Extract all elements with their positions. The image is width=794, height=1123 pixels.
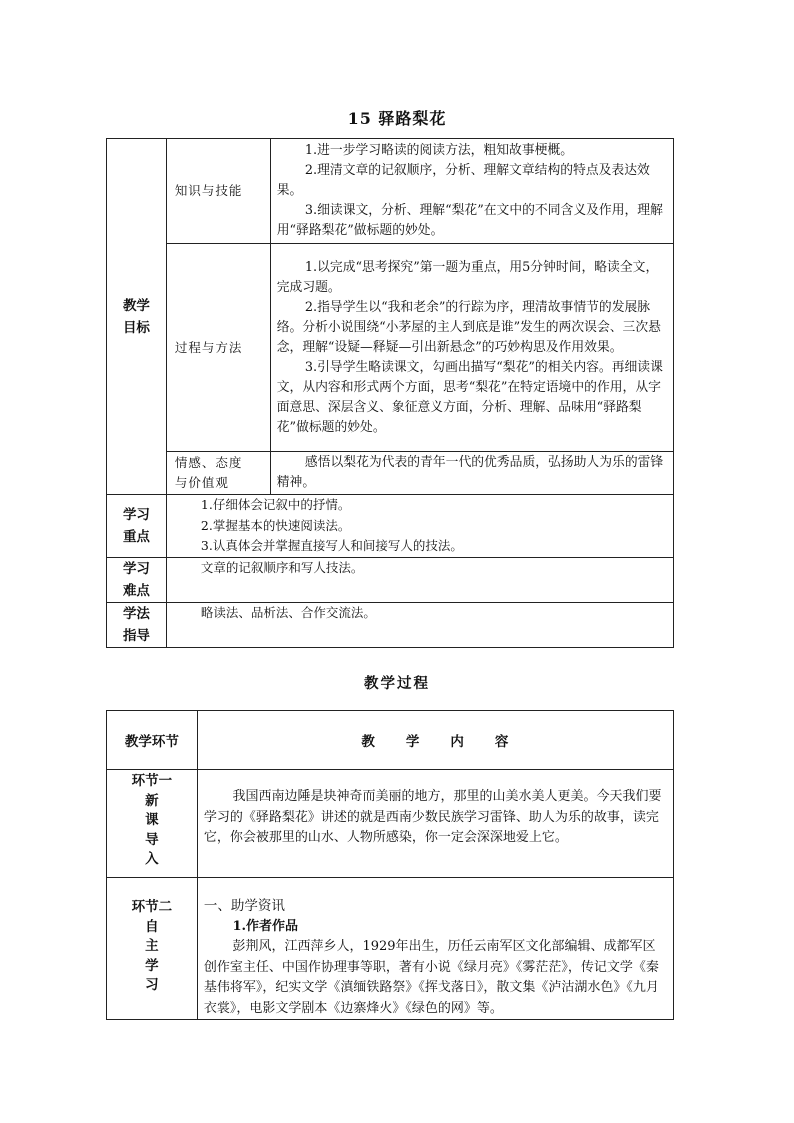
stage-label-1: 环节一 新 课 导 入 <box>107 770 198 878</box>
methods-text: 略读法、品析法、合作交流法。 <box>166 603 673 648</box>
objectives-table <box>106 138 674 648</box>
difficulties-text: 文章的记叙顺序和写人技法。 <box>166 558 673 603</box>
key-points-list <box>166 495 673 558</box>
methods-category: 学法 指导 <box>107 603 167 648</box>
subsection-heading: 1.作者作品 <box>232 918 299 934</box>
difficulties-category: 学习 难点 <box>107 558 167 603</box>
key-points-category: 学习 重点 <box>107 495 167 558</box>
objective-label-process: 过程与方法 <box>166 244 270 452</box>
objective-content-process: 1.以完成“思考探究”第一题为重点，用5分钟时间，略读全文，完成习题。 2.指导学生以“我和老余”的行踪为序，理清故事情节的发展脉络。分析小说围绕“小茅屋的主人到底是谁”发生的两次误会、三次悬念，理解“设疑—释疑—引出新悬念”的巧妙构思及作用效果。 3.引导学生略读课文，勾画出描写“梨花”的相关内容。再细读课文，从内容和形式两个方面，思考“梨花”在特定语境中的作用，从字面意思、深层含义、象征意义方面，分析、理解、品味用“驿路梨花”做标题的妙处。 <box>270 244 673 452</box>
stage-content-1: 我国西南边陲是块神奇而美丽的地方，那里的山美水美人更美。今天我们要学习的《驿路梨花》讲述的就是西南少数民族学习雷锋、助人为乐的故事，读完它，你会被那里的山水、人物所感染，你一定会深深地爱上它。 <box>197 770 673 878</box>
list-item: 2.掌握基本的快速阅读法。 <box>200 517 351 533</box>
stage-content-2: 一、助学资讯 1.作者作品 彭荆风，江西萍乡人，1929年出生，历任云南军区文化部编辑、成都军区创作室主任、中国作协理事等职，著有小说《绿月亮》《雾茫茫》，传记文学《秦基伟将军》，纪实文学《滇缅铁路祭》《挥戈落日》，散文集《泸沽湖水色》《九月衣裳》，电影文学剧本《边寨烽火》《绿色的网》等。 <box>197 878 673 1020</box>
section-title: 教学过程 <box>364 675 430 692</box>
objective-content-knowledge: 1.进一步学习略读的阅读方法，粗知故事梗概。 2.理清文章的记叙顺序，分析、理解文章结构的特点及表达效果。 3.细读课文，分析、理解“梨花”在文中的不同含义及作用，理解用“驿路梨花”做标题的妙处。 <box>270 139 673 244</box>
header-stage: 教学环节 <box>107 711 198 770</box>
stage-label-2: 环节二 自 主 学 习 <box>107 878 198 1020</box>
process-table <box>106 710 674 1020</box>
header-content: 教 学 内 容 <box>197 711 673 770</box>
section-heading: 一、助学资讯 <box>203 898 285 914</box>
objective-content-emotion: 感悟以梨花为代表的青年一代的优秀品质，弘扬助人为乐的雷锋精神。 <box>270 452 673 495</box>
objectives-category: 教学 目标 <box>107 139 167 495</box>
objective-label-emotion: 情感、态度 与价值观 <box>166 452 270 495</box>
objective-label-knowledge: 知识与技能 <box>166 139 270 244</box>
list-item: 3.认真体会并掌握直接写人和间接写人的技法。 <box>200 538 463 554</box>
document-title: 15 驿路梨花 <box>347 109 447 128</box>
list-item: 1.仔细体会记叙中的抒情。 <box>200 497 351 513</box>
